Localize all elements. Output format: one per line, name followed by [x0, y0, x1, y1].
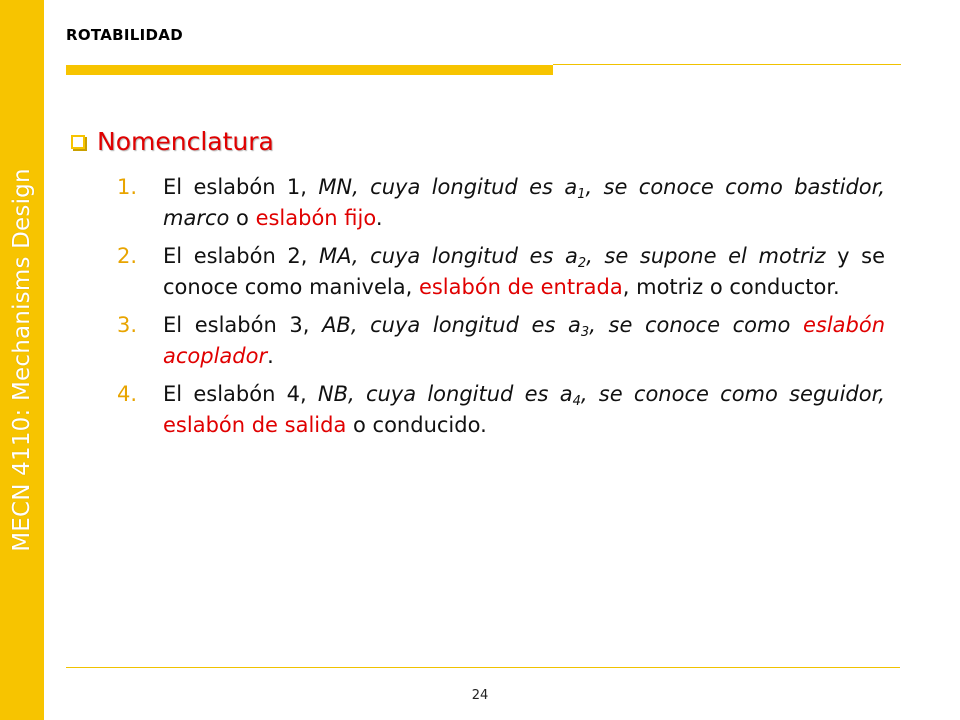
highlighted-term: eslabón acoplador	[163, 313, 886, 368]
subscript: 2	[577, 256, 587, 271]
course-title: MECN 4110: Mechanisms Design	[9, 168, 35, 552]
text-run: .	[375, 206, 383, 230]
sidebar-band	[0, 0, 44, 720]
footer-rule	[66, 667, 900, 668]
text-run: El eslabón 3,	[163, 313, 323, 337]
text-run: , se conoce como	[589, 313, 803, 337]
text-run: y se conoce como manivela,	[163, 244, 886, 299]
list-item-text	[163, 241, 885, 303]
highlighted-term: eslabón fijo	[255, 206, 376, 230]
list-item	[117, 310, 885, 372]
highlighted-term: eslabón de salida	[163, 413, 347, 437]
text-run: MA, cuya longitud es a	[319, 244, 578, 268]
list-item-text	[163, 172, 885, 234]
list-number: 3.	[117, 313, 138, 337]
list-number: 4.	[117, 382, 138, 406]
text-run: NB, cuya longitud es a	[317, 382, 573, 406]
text-run: MN, cuya longitud es a	[318, 175, 578, 199]
list-item-text	[163, 310, 885, 372]
heading-row	[71, 127, 274, 156]
title-underline-rule	[553, 64, 901, 65]
subscript: 4	[572, 394, 581, 409]
text-run: El eslabón 1,	[163, 175, 319, 199]
text-run: .	[267, 344, 274, 368]
page-number: 24	[471, 688, 489, 703]
text-run: o conducido.	[346, 413, 487, 437]
text-run: El eslabón 4,	[163, 382, 318, 406]
numbered-list	[117, 172, 885, 448]
list-item	[117, 379, 885, 441]
list-item-text	[163, 379, 885, 441]
list-item	[117, 241, 885, 303]
list-number: 1.	[117, 175, 138, 199]
text-run: AB, cuya longitud es a	[322, 313, 581, 337]
heading: Nomenclatura	[97, 127, 274, 156]
title-underline-accent	[66, 65, 553, 75]
text-run: , se conoce como bastidor, marco	[163, 175, 885, 230]
text-run: El eslabón 2,	[163, 244, 319, 268]
subscript: 3	[580, 325, 590, 340]
highlighted-term: eslabón de entrada	[418, 275, 623, 299]
text-run: o	[229, 206, 256, 230]
square-bullet-icon	[71, 135, 85, 149]
text-run: , se supone el motriz	[586, 244, 826, 268]
text-run: , motriz o conductor.	[622, 275, 840, 299]
subscript: 1	[577, 187, 586, 202]
text-run: , se conoce como seguidor,	[580, 382, 885, 406]
list-item	[117, 172, 885, 234]
section-title: ROTABILIDAD	[66, 26, 183, 44]
list-number: 2.	[117, 244, 138, 268]
